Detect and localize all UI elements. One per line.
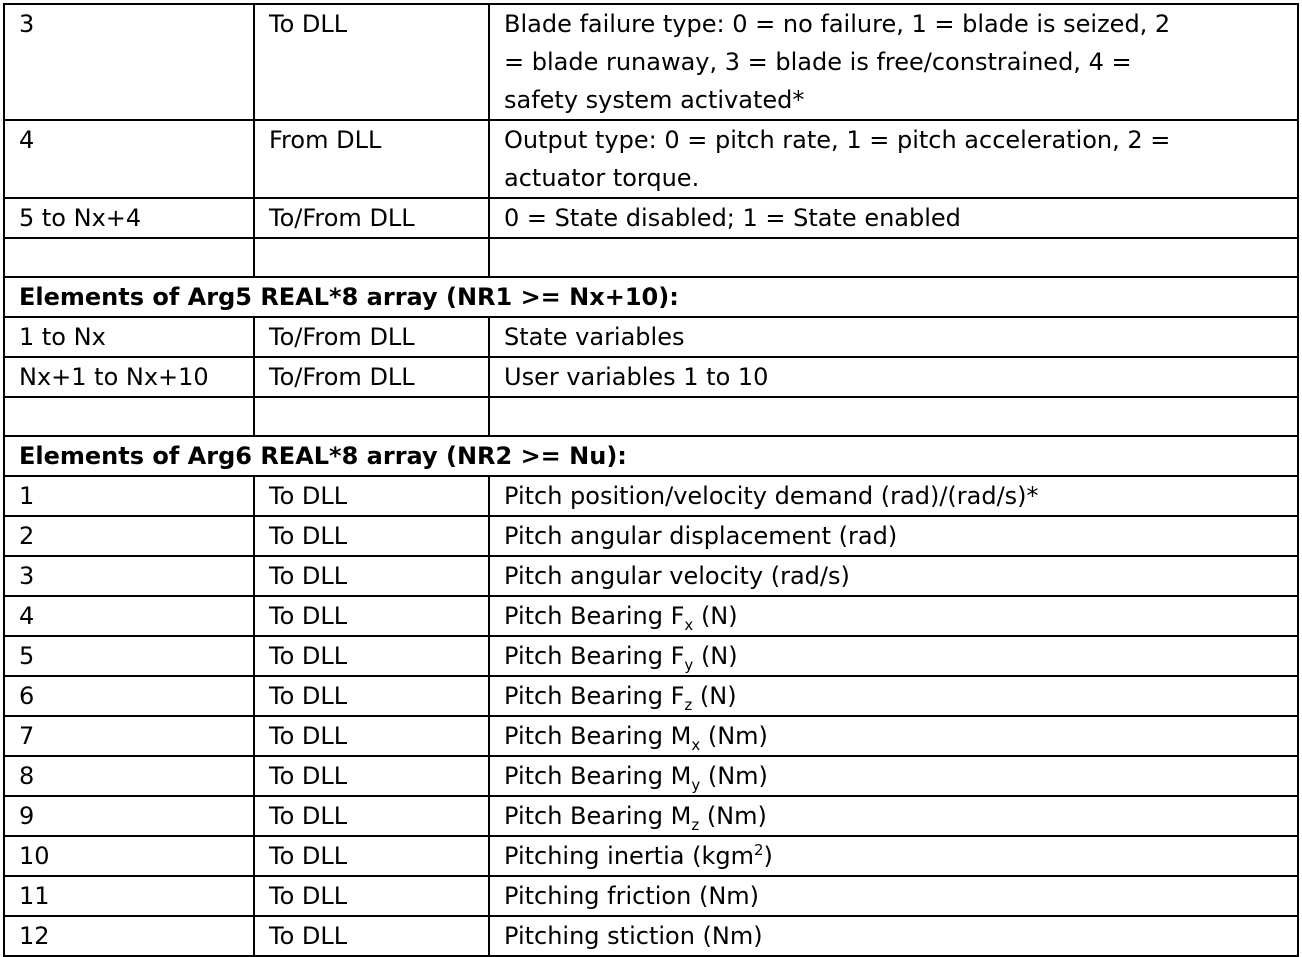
table-row (4, 317, 1298, 357)
superscript-text: 2 (753, 841, 764, 859)
table-row (4, 556, 1298, 596)
element-index-cell: 1 (4, 476, 254, 516)
section-header-row (4, 277, 1298, 317)
description-text: Pitching inertia (kgm (504, 842, 754, 870)
table-row (4, 916, 1298, 956)
description-text: (N) (692, 682, 737, 710)
direction-cell: To DLL (254, 476, 489, 516)
direction-cell: To/From DLL (254, 317, 489, 357)
table-row (4, 4, 1298, 120)
subscript-text: y (691, 775, 701, 794)
description-cell (489, 716, 1298, 756)
direction-cell: To DLL (254, 596, 489, 636)
element-index-cell: 2 (4, 516, 254, 556)
table-row (4, 596, 1298, 636)
element-index-cell: 3 (4, 556, 254, 596)
direction-cell: To DLL (254, 916, 489, 956)
direction-cell: To DLL (254, 716, 489, 756)
description-cell (489, 317, 1298, 357)
subscript-text: x (684, 615, 694, 634)
element-index-cell: Nx+1 to Nx+10 (4, 357, 254, 397)
empty-cell (4, 397, 254, 436)
description-text: (Nm) (700, 762, 768, 790)
description-text: (N) (693, 642, 738, 670)
empty-cell (489, 238, 1298, 277)
description-line: safety system activated* (504, 86, 805, 114)
description-text: User variables 1 to 10 (504, 363, 769, 391)
table-row (4, 636, 1298, 676)
element-index-cell: 4 (4, 596, 254, 636)
section-header-cell: Elements of Arg5 REAL*8 array (NR1 >= Nx+10): (4, 277, 1298, 317)
description-text: Pitch position/velocity demand (rad)/(rad/s)* (504, 482, 1039, 510)
element-index-cell: 12 (4, 916, 254, 956)
description-text: Pitching stiction (Nm) (504, 922, 763, 950)
description-text: Pitching friction (Nm) (504, 882, 760, 910)
description-text: Pitch Bearing M (504, 802, 692, 830)
description-cell (489, 476, 1298, 516)
description-text: Pitch Bearing F (504, 602, 685, 630)
description-cell (489, 756, 1298, 796)
element-index-cell: 7 (4, 716, 254, 756)
description-cell (489, 676, 1298, 716)
direction-cell: To DLL (254, 516, 489, 556)
description-cell (489, 916, 1298, 956)
element-index-cell: 5 (4, 636, 254, 676)
direction-cell: To DLL (254, 636, 489, 676)
description-cell (489, 357, 1298, 397)
table-row (4, 476, 1298, 516)
description-cell (489, 876, 1298, 916)
element-index-cell: 4 (4, 120, 254, 198)
empty-cell (254, 397, 489, 436)
direction-cell: To DLL (254, 4, 489, 120)
description-text: Pitch angular velocity (rad/s) (504, 562, 850, 590)
description-cell (489, 596, 1298, 636)
empty-cell (4, 238, 254, 277)
table-row (4, 198, 1298, 238)
description-text: Pitch Bearing M (504, 722, 692, 750)
direction-cell: To DLL (254, 756, 489, 796)
description-text: ) (763, 842, 773, 870)
description-line: = blade runaway, 3 = blade is free/constrained, 4 = (504, 48, 1132, 76)
table-row (4, 357, 1298, 397)
description-cell (489, 636, 1298, 676)
description-text: Pitch Bearing F (504, 642, 685, 670)
subscript-text: z (691, 815, 700, 834)
direction-cell: To DLL (254, 876, 489, 916)
spacer-row (4, 397, 1298, 436)
element-index-cell: 3 (4, 4, 254, 120)
description-text: Output type: 0 = pitch rate, 1 = pitch acceleration, 2 = (504, 126, 1171, 154)
table-row (4, 676, 1298, 716)
description-cell (489, 120, 1298, 198)
direction-cell: To DLL (254, 556, 489, 596)
direction-cell: To/From DLL (254, 357, 489, 397)
element-index-cell: 9 (4, 796, 254, 836)
direction-cell: To DLL (254, 836, 489, 876)
empty-cell (254, 238, 489, 277)
direction-cell: From DLL (254, 120, 489, 198)
element-index-cell: 8 (4, 756, 254, 796)
dll-interface-arguments-table (3, 3, 1299, 957)
element-index-cell: 5 to Nx+4 (4, 198, 254, 238)
description-cell (489, 836, 1298, 876)
description-cell (489, 556, 1298, 596)
subscript-text: y (684, 655, 694, 674)
description-cell (489, 4, 1298, 120)
table-row (4, 836, 1298, 876)
direction-cell: To/From DLL (254, 198, 489, 238)
description-text: Blade failure type: 0 = no failure, 1 = blade is seized, 2 (504, 10, 1171, 38)
spacer-row (4, 238, 1298, 277)
subscript-text: z (684, 695, 693, 714)
table-row (4, 716, 1298, 756)
description-line: actuator torque. (504, 164, 700, 192)
section-header-cell: Elements of Arg6 REAL*8 array (NR2 >= Nu): (4, 436, 1298, 476)
description-text: 0 = State disabled; 1 = State enabled (504, 204, 961, 232)
table-row (4, 516, 1298, 556)
description-cell (489, 198, 1298, 238)
description-text: (Nm) (699, 802, 767, 830)
description-text: Pitch angular displacement (rad) (504, 522, 898, 550)
subscript-text: x (691, 735, 701, 754)
table-row (4, 756, 1298, 796)
description-text: Pitch Bearing F (504, 682, 685, 710)
element-index-cell: 1 to Nx (4, 317, 254, 357)
section-header-row (4, 436, 1298, 476)
description-text: Pitch Bearing M (504, 762, 692, 790)
direction-cell: To DLL (254, 796, 489, 836)
empty-cell (489, 397, 1298, 436)
element-index-cell: 10 (4, 836, 254, 876)
description-text: State variables (504, 323, 685, 351)
table-row (4, 876, 1298, 916)
description-cell (489, 796, 1298, 836)
direction-cell: To DLL (254, 676, 489, 716)
element-index-cell: 11 (4, 876, 254, 916)
table-row (4, 796, 1298, 836)
element-index-cell: 6 (4, 676, 254, 716)
description-cell (489, 516, 1298, 556)
description-text: (N) (693, 602, 738, 630)
description-text: (Nm) (700, 722, 768, 750)
table-row (4, 120, 1298, 198)
